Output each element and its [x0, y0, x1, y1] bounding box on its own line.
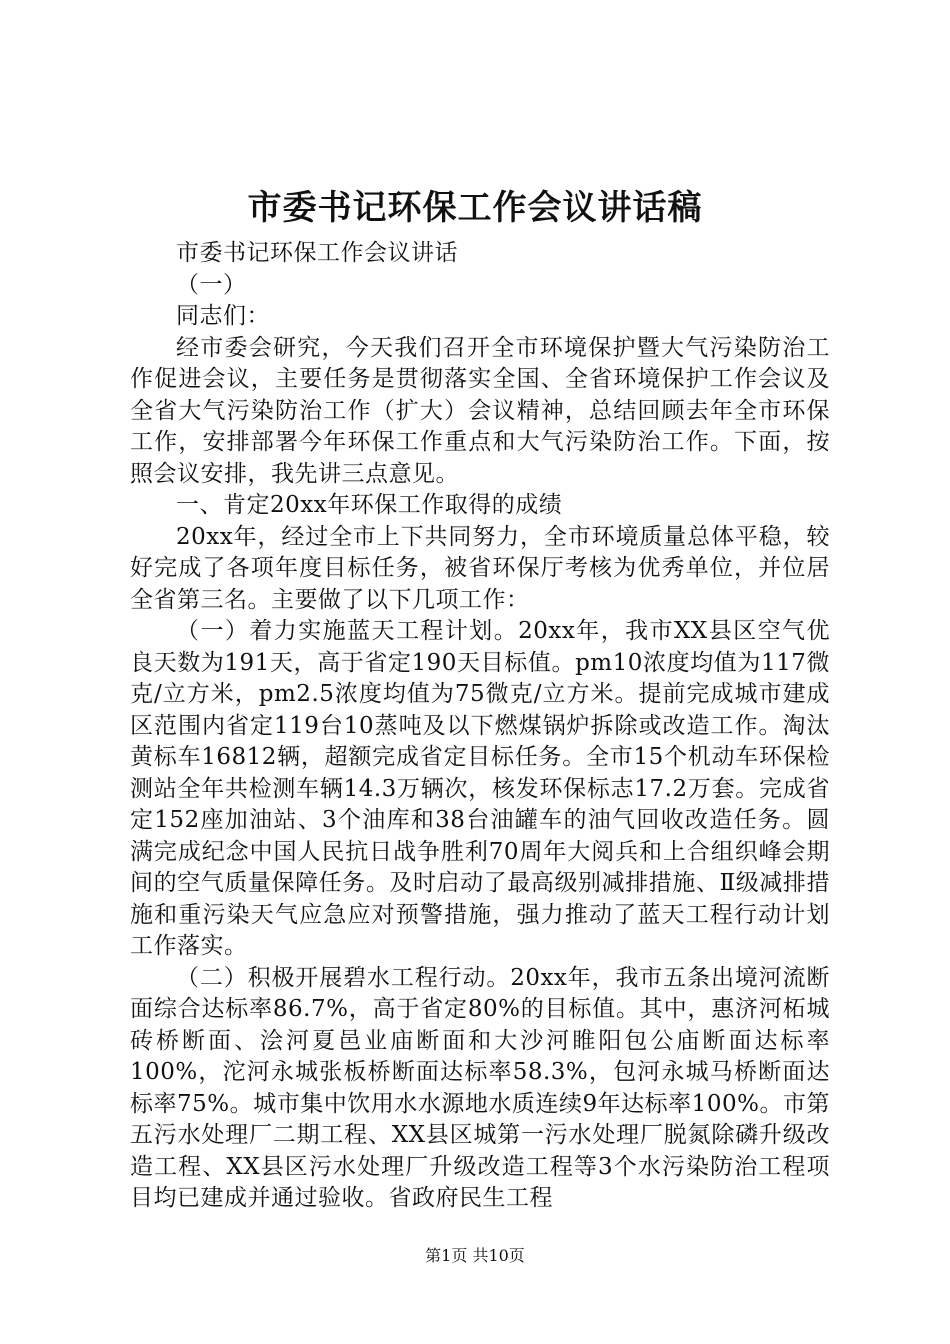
paragraph-blue-sky: （一）着力实施蓝天工程计划。20xx年，我市XX县区空气优良天数为191天，高于省定190天目标值。pm10浓度均值为117微克/立方米，pm2.5浓度均值为75微克/立方米。提前完成城市建成区范围内省定119台10蒸吨及以下燃煤锅炉拆除或改造工作。淘汰黄标车16812辆，超额完成省定目标任务。全市15个机动车环保检测站全年共检测车辆14.3万辆次，核发环保标志17.2万套。完成省定152座加油站、3个油库和38台油罐车的油气回收改造任务。圆满完成纪念中国人民抗日战争胜利70周年大阅兵和上合组织峰会期间的空气质量保障任务。及时启动了最高级别减排措施、Ⅱ级减排措施和重污染天气应急应对预警措施，强力推动了蓝天工程行动计划工作落实。 — [130, 618, 830, 959]
paragraph-clear-water: （二）积极开展碧水工程行动。20xx年，我市五条出境河流断面综合达标率86.7%，高于省定80%的目标值。其中，惠济河柘城砖桥断面、浍河夏邑业庙断面和大沙河睢阳包公庙断面达标率100%，沱河永城张板桥断面达标率58.3%，包河永城马桥断面达标率75%。城市集中饮用水水源地水质连续9年达标率100%。市第五污水处理厂二期工程、XX县区城第一污水处理厂脱氮除磷升级改造工程、XX县区污水处理厂升级改造工程等3个水污染防治工程项目均已建成并通过验收。省政府民生工程 — [130, 964, 830, 1211]
part-label: （一） — [176, 271, 247, 298]
document-body — [130, 238, 830, 1215]
paragraph-summary: 20xx年，经过全市上下共同努力，全市环境质量总体平稳，较好完成了各项年度目标任务，被省环保厅考核为优秀单位，并位居全省第三名。主要做了以下几项工作： — [130, 523, 830, 613]
page-footer: 第1页 共10页 — [425, 1246, 525, 1265]
salutation: 同志们： — [176, 303, 270, 329]
section-heading: 一、肯定20xx年环保工作取得的成绩 — [176, 492, 563, 518]
paragraph-intro: 经市委会研究，今天我们召开全市环境保护暨大气污染防治工作促进会议，主要任务是贯彻落实全国、全省环境保护工作会议及全省大气污染防治工作（扩大）会议精神，总结回顾去年全市环保工作，安排部署今年环保工作重点和大气污染防治工作。下面，按照会议安排，我先讲三点意见。 — [130, 334, 830, 487]
document-title: 市委书记环保工作会议讲话稿 — [247, 188, 703, 228]
subtitle-line: 市委书记环保工作会议讲话 — [176, 240, 458, 266]
